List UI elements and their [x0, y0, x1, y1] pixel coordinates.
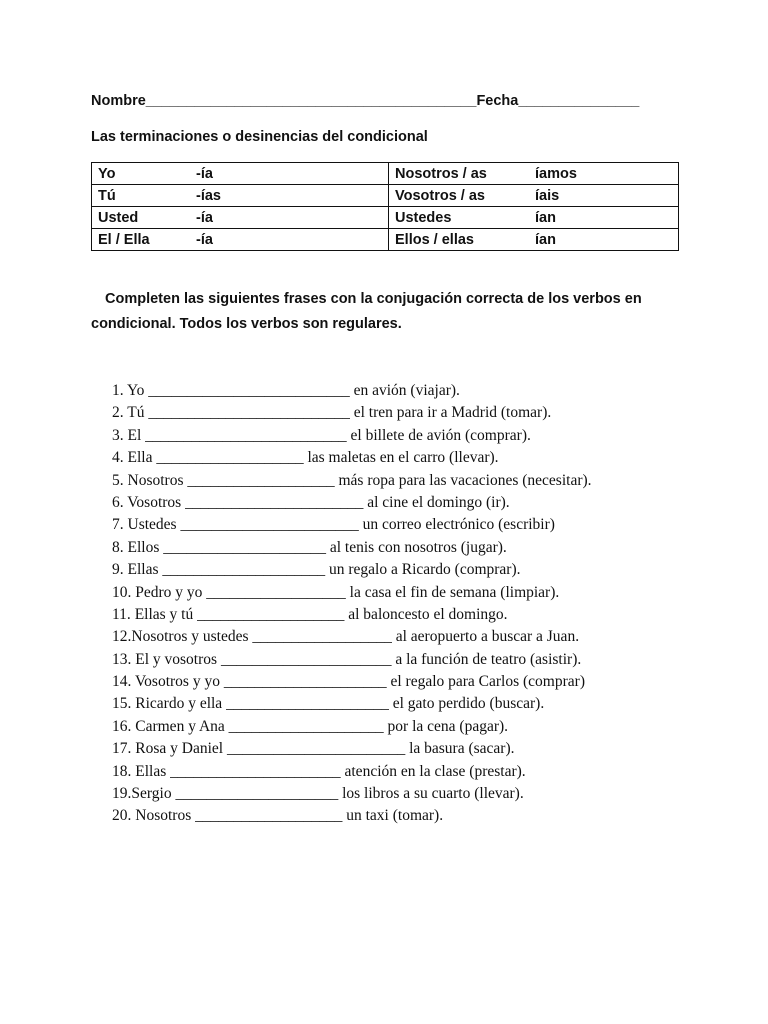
exercise-subject: Vosotros y yo — [134, 673, 220, 691]
endings-row — [92, 185, 679, 207]
exercise-item — [112, 805, 712, 827]
name-label: Nombre — [91, 93, 146, 109]
exercise-item — [112, 425, 712, 447]
exercise-rest: atención en la clase (prestar). — [344, 762, 526, 780]
exercise-number: 12. — [112, 628, 132, 646]
exercise-blank[interactable]: _____________________ — [175, 785, 339, 803]
exercise-item — [112, 402, 712, 424]
exercise-subject: Ricardo y ella — [135, 695, 223, 713]
exercise-rest: la casa el fin de semana (limpiar). — [349, 583, 560, 601]
exercise-rest: en avión (viajar). — [353, 382, 460, 399]
exercise-subject: Ellas — [127, 561, 159, 579]
endings-cell-plural — [389, 185, 679, 207]
exercise-blank[interactable]: __________________________ — [145, 426, 347, 444]
endings-cell-plural — [389, 163, 679, 185]
exercise-rest: a la función de teatro (asistir). — [395, 650, 582, 668]
exercise-subject: El — [127, 426, 142, 444]
date-label: Fecha — [476, 93, 519, 109]
date-blank[interactable]: _______________ — [518, 93, 640, 109]
exercise-list — [112, 380, 712, 828]
exercise-blank[interactable]: ___________________ — [156, 449, 304, 467]
exercise-number: 17. — [112, 740, 132, 758]
endings-cell-singular — [92, 163, 389, 185]
endings-row — [92, 163, 679, 185]
exercise-number: 1. — [112, 382, 124, 399]
exercise-item — [112, 559, 712, 581]
endings-table — [91, 162, 679, 251]
exercise-item — [112, 738, 712, 760]
exercise-number: 14. — [112, 673, 132, 691]
exercise-number: 11. — [112, 605, 131, 623]
exercise-subject: Carmen y Ana — [135, 717, 225, 735]
exercise-rest: un regalo a Ricardo (comprar). — [329, 561, 521, 579]
exercise-number: 13. — [112, 650, 132, 668]
exercise-blank[interactable]: _______________________ — [185, 493, 364, 511]
singular-person: Usted — [98, 209, 139, 226]
endings-cell-singular — [92, 185, 389, 207]
exercise-number: 16. — [112, 717, 132, 735]
endings-row — [92, 229, 679, 251]
exercise-number: 6. — [112, 493, 124, 511]
exercise-item — [112, 783, 712, 805]
exercise-item — [112, 649, 712, 671]
exercise-blank[interactable]: ____________________ — [228, 717, 384, 735]
exercise-item — [112, 492, 712, 514]
exercise-rest: un taxi (tomar). — [346, 807, 444, 825]
exercise-subject: Yo — [126, 382, 145, 399]
singular-ending: -ías — [196, 187, 221, 204]
plural-person: Ellos / ellas — [395, 231, 474, 248]
exercise-item — [112, 693, 712, 715]
exercise-rest: un correo electrónico (escribir) — [362, 516, 555, 534]
section-title: Las terminaciones o desinencias del condicional — [91, 129, 428, 145]
exercise-rest: la basura (sacar). — [409, 740, 515, 758]
exercise-rest: el regalo para Carlos (comprar) — [390, 673, 585, 691]
exercise-item — [112, 761, 712, 783]
name-blank[interactable]: _________________________________________ — [145, 93, 477, 109]
exercise-blank[interactable]: _______________________ — [180, 516, 359, 534]
exercise-item — [112, 470, 712, 492]
exercise-rest: las maletas en el carro (llevar). — [307, 449, 499, 467]
exercise-number: 15. — [112, 695, 132, 713]
instructions — [91, 287, 691, 337]
plural-person: Ustedes — [395, 209, 452, 226]
exercise-number: 3. — [112, 426, 124, 444]
plural-person: Nosotros / as — [395, 165, 487, 182]
exercise-blank[interactable]: _____________________ — [223, 673, 387, 691]
singular-person: Tú — [98, 187, 116, 204]
endings-cell-singular — [92, 229, 389, 251]
exercise-blank[interactable]: __________________________ — [148, 382, 350, 399]
exercise-number: 18. — [112, 762, 132, 780]
exercise-item — [112, 380, 712, 402]
exercise-blank[interactable]: _____________________ — [226, 695, 389, 713]
plural-ending: íamos — [535, 165, 577, 182]
singular-person: El / Ella — [98, 231, 150, 248]
exercise-subject: Ellos — [127, 538, 160, 556]
exercise-rest: al aeropuerto a buscar a Juan. — [395, 628, 580, 646]
exercise-number: 9. — [112, 561, 124, 579]
singular-ending: -ía — [196, 165, 213, 182]
exercise-rest: el tren para ir a Madrid (tomar). — [353, 404, 552, 422]
header-line — [91, 93, 691, 115]
exercise-rest: el gato perdido (buscar). — [392, 695, 545, 713]
exercise-blank[interactable]: __________________________ — [148, 404, 350, 422]
exercise-item — [112, 671, 712, 693]
exercise-rest: los libros a su cuarto (llevar). — [342, 785, 524, 803]
exercise-subject: Tú — [127, 404, 145, 422]
exercise-subject: Rosa y Daniel — [135, 740, 224, 758]
exercise-rest: más ropa para las vacaciones (necesitar). — [338, 471, 592, 489]
exercise-subject: Vosotros — [127, 493, 182, 511]
exercise-item — [112, 604, 712, 626]
exercise-subject: Nosotros — [127, 471, 184, 489]
exercise-item — [112, 582, 712, 604]
exercise-number: 19. — [112, 785, 132, 803]
exercise-blank[interactable]: __________________ — [252, 628, 392, 646]
exercise-rest: el billete de avión (comprar). — [350, 426, 531, 444]
exercise-subject: Ella — [127, 449, 153, 467]
plural-ending: ían — [535, 231, 556, 248]
exercise-blank[interactable]: ______________________ — [220, 650, 392, 668]
exercise-subject: Ellas — [135, 762, 167, 780]
exercise-number: 5. — [112, 471, 124, 489]
exercise-number: 20. — [112, 807, 132, 825]
exercise-blank[interactable]: ___________________ — [195, 807, 343, 825]
exercise-blank[interactable]: __________________ — [206, 583, 346, 601]
exercise-blank[interactable]: _____________________ — [162, 561, 326, 579]
exercise-rest: por la cena (pagar). — [387, 717, 509, 735]
exercise-blank[interactable]: _______________________ — [226, 740, 406, 758]
instructions-line-2: condicional. Todos los verbos son regulares. — [91, 316, 402, 332]
instructions-line-1: Completen las siguientes frases con la conjugación correcta de los verbos en — [105, 291, 642, 307]
exercise-subject: Nosotros — [135, 807, 192, 825]
exercise-subject: Ustedes — [127, 516, 177, 534]
exercise-rest: al baloncesto el domingo. — [348, 605, 508, 623]
exercise-rest: al tenis con nosotros (jugar). — [329, 538, 507, 556]
exercise-subject: Pedro y yo — [135, 583, 203, 601]
exercise-subject: Ellas y tú — [134, 605, 194, 623]
plural-person: Vosotros / as — [395, 187, 485, 204]
exercise-subject: Sergio — [131, 785, 172, 803]
exercise-number: 2. — [112, 404, 124, 422]
plural-ending: ían — [535, 209, 556, 226]
exercise-item — [112, 626, 712, 648]
exercise-item — [112, 537, 712, 559]
exercise-blank[interactable]: ___________________ — [197, 605, 345, 623]
exercise-item — [112, 716, 712, 738]
exercise-number: 10. — [112, 583, 132, 601]
exercise-subject: Nosotros y ustedes — [131, 628, 249, 646]
exercise-blank[interactable]: ______________________ — [170, 762, 341, 780]
endings-row — [92, 207, 679, 229]
exercise-item — [112, 514, 712, 536]
exercise-blank[interactable]: ___________________ — [187, 471, 335, 489]
exercise-number: 8. — [112, 538, 124, 556]
exercise-blank[interactable]: _____________________ — [163, 538, 326, 556]
plural-ending: íais — [535, 187, 560, 204]
exercise-subject: El y vosotros — [135, 650, 218, 668]
singular-person: Yo — [98, 165, 116, 182]
singular-ending: -ía — [196, 209, 213, 226]
singular-ending: -ía — [196, 231, 213, 248]
exercise-item — [112, 447, 712, 469]
endings-cell-plural — [389, 207, 679, 229]
endings-cell-singular — [92, 207, 389, 229]
endings-cell-plural — [389, 229, 679, 251]
exercise-rest: al cine el domingo (ir). — [367, 493, 510, 511]
exercise-number: 7. — [112, 516, 124, 534]
exercise-number: 4. — [112, 449, 124, 467]
